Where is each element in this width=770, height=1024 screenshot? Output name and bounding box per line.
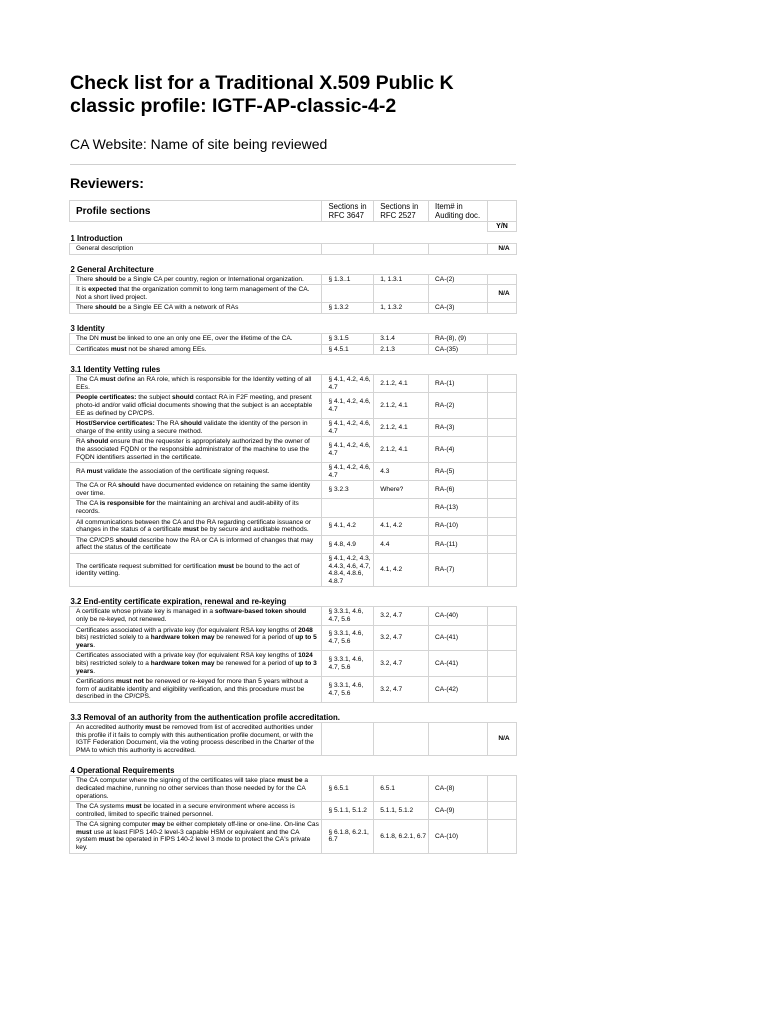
rfc3647-section: [322, 499, 374, 517]
yn-header-row: [70, 222, 517, 232]
header-yn: Y/N: [488, 222, 517, 232]
rfc3647-section: § 3.3.1, 4.6, 4.7, 5.6: [322, 651, 374, 677]
requirement-keyword: must: [183, 526, 199, 534]
requirement-text: [70, 820, 322, 853]
audit-item-number: RA-(5): [429, 463, 488, 481]
ca-website-line: CA Website: Name of site being reviewed: [70, 136, 328, 152]
rfc2527-section: 6.1.8, 6.2.1, 6.7: [374, 820, 429, 853]
yn-value: [488, 463, 517, 481]
rfc2527-section: [374, 244, 429, 255]
requirement-text-part: The CA or RA: [76, 482, 119, 490]
section-heading-row: [70, 232, 517, 244]
yn-value: [488, 274, 517, 285]
rfc3647-section: § 4.1, 4.2, 4.6, 4.7: [322, 463, 374, 481]
yn-value: [488, 419, 517, 437]
audit-item-number: CA-(42): [429, 677, 488, 703]
rfc2527-section: 2.1.2, 4.1: [374, 393, 429, 419]
rfc2527-section: 1, 1.3.2: [374, 303, 429, 314]
requirement-text-part: be a Single EE CA with a network of RAs: [116, 304, 239, 312]
table-row: [70, 722, 517, 755]
requirement-text-part: RA: [76, 467, 87, 475]
table-row: [70, 344, 517, 355]
table-row: [70, 437, 517, 463]
requirement-text-part: not be shared among EEs.: [126, 345, 207, 353]
requirement-keyword: must: [98, 836, 115, 844]
requirement-text-part: All communications between the CA and the RA regarding certificate issuance or changes in the status of a certificate: [76, 518, 311, 534]
yn-value: [488, 820, 517, 853]
audit-item-number: RA-(11): [429, 535, 488, 553]
yn-value: [488, 677, 517, 703]
requirement-keyword: 1024: [298, 652, 313, 660]
requirement-text-part: be either completely off-line or one-line. On-line Cas: [165, 821, 319, 829]
section-heading-row: [70, 313, 517, 333]
requirement-text-part: Certificates associated with a private key (for equivalent RSA key lengths of: [76, 652, 299, 660]
requirement-text-part: the subject: [136, 394, 173, 402]
requirement-text-part: bits) restricted solely to a: [76, 634, 151, 642]
audit-item-number: CA-(9): [429, 802, 488, 820]
requirement-keyword: must: [110, 345, 127, 353]
requirement-keyword: must: [86, 467, 103, 475]
header-blank: [488, 201, 517, 222]
requirement-text-part: have documented evidence on retaining the same identity over time.: [76, 482, 311, 497]
document-title: [70, 72, 530, 118]
section-heading-row: [70, 355, 517, 375]
rfc3647-section: § 1.3..1: [322, 274, 374, 285]
requirement-text: [70, 274, 322, 285]
audit-item-number: RA-(7): [429, 554, 488, 587]
requirement-text-part: The CA systems: [76, 803, 126, 811]
table-row: [70, 517, 517, 535]
requirement-text-part: be by secure and auditable methods.: [198, 526, 309, 534]
yn-value: [488, 437, 517, 463]
requirement-keyword: hardware token may: [150, 659, 215, 667]
audit-item-number: RA-(1): [429, 375, 488, 393]
requirement-text-part: ensure that the requester is appropriately authorized by the owner of the associated FQDN or the responsible administrator of the machine to use the FQDN identifiers asserted in the certificate.: [76, 438, 310, 461]
table-row: [70, 274, 517, 285]
requirement-keyword: should: [115, 536, 138, 544]
requirement-text-part: .: [93, 641, 96, 649]
table-row: [70, 677, 517, 703]
requirement-keyword: must: [100, 334, 117, 342]
audit-item-number: CA-(35): [429, 344, 488, 355]
requirement-text-part: validate the association of the certificate signing request.: [102, 467, 270, 475]
rfc3647-section: § 4.1, 4.2, 4.3, 4.4.3, 4.6, 4.7, 4.8.4, 4.8.6, 4.8.7: [322, 554, 374, 587]
requirement-text-part: General description: [76, 245, 134, 252]
yn-value: [488, 554, 517, 587]
rfc3647-section: § 4.8, 4.9: [322, 535, 374, 553]
requirement-text: [70, 722, 322, 755]
requirement-text-part: The CA: [76, 500, 100, 508]
requirement-text: [70, 776, 322, 802]
requirement-text-part: be linked to one an only one EE, over the lifetime of the CA.: [116, 334, 293, 342]
requirement-keyword: must not: [115, 678, 144, 686]
table-row: [70, 244, 517, 255]
header-item: Item# in Auditing doc.: [429, 201, 488, 222]
header-rfc2527: Sections in RFC 2527: [374, 201, 429, 222]
audit-item-number: RA-(10): [429, 517, 488, 535]
requirement-text-part: a dedicated machine, running no other services than those needed by for the CA operations.: [76, 777, 308, 800]
yn-value: [488, 625, 517, 651]
section-heading-row: [70, 702, 517, 722]
rfc2527-section: 4.3: [374, 463, 429, 481]
requirement-text: [70, 607, 322, 625]
rfc2527-section: 4.1, 4.2: [374, 554, 429, 587]
yn-value: [488, 481, 517, 499]
section-title: 4 Operational Requirements: [70, 766, 175, 776]
requirement-text-part: The CA signing computer: [76, 821, 152, 829]
rfc3647-section: § 4.1, 4.2, 4.6, 4.7: [322, 375, 374, 393]
yn-value: [488, 499, 517, 517]
audit-item-number: RA-(3): [429, 419, 488, 437]
requirement-text-part: Certificates associated with a private key (for equivalent RSA key lengths of: [76, 626, 299, 634]
rfc2527-section: 3.2, 4.7: [374, 651, 429, 677]
yn-value: [488, 393, 517, 419]
requirement-keyword: up to 5 years: [76, 634, 317, 649]
rfc2527-section: 2.1.2, 4.1: [374, 419, 429, 437]
audit-item-number: [429, 722, 488, 755]
requirement-text: [70, 437, 322, 463]
yn-value: [488, 517, 517, 535]
requirement-keyword: should: [180, 420, 202, 428]
rfc3647-section: § 6.5.1: [322, 776, 374, 802]
rfc2527-section: 2.1.2, 4.1: [374, 375, 429, 393]
checklist-table: [69, 200, 517, 854]
audit-item-number: CA-(40): [429, 607, 488, 625]
requirement-keyword: should: [95, 275, 117, 283]
requirement-text-part: validate the identity of the person in charge of the entity using a secure method.: [76, 420, 308, 435]
requirement-text: [70, 333, 322, 344]
section-heading-row: [70, 587, 517, 607]
table-row: [70, 481, 517, 499]
requirement-keyword: may: [151, 821, 166, 829]
requirement-text-part: be located in a secure environment where access is controlled, limited to specific trained personnel.: [76, 803, 295, 818]
requirement-keyword: expected: [88, 286, 117, 294]
requirement-keyword: up to 3 years: [76, 659, 317, 675]
section-heading-row: [70, 756, 517, 776]
requirement-text-part: be operated in FIPS 140-2 level 3 mode to protect the CA's private key.: [76, 836, 311, 852]
document-title-line-1: Check list for a Traditional X.509 Public K: [70, 72, 454, 94]
rfc2527-section: 4.1, 4.2: [374, 517, 429, 535]
requirement-text-part: that the organization commit to long term management of the CA. Not a short lived project.: [76, 286, 310, 301]
rfc2527-section: Where?: [374, 481, 429, 499]
audit-item-number: CA-(41): [429, 651, 488, 677]
yn-value: [488, 776, 517, 802]
yn-value: [488, 344, 517, 355]
section-title: 2 General Architecture: [70, 264, 154, 274]
requirement-text-part: bits) restricted solely to a: [76, 659, 151, 667]
rfc2527-section: 3.2, 4.7: [374, 625, 429, 651]
rfc3647-section: § 4.5.1: [322, 344, 374, 355]
rfc2527-section: 3.2, 4.7: [374, 677, 429, 703]
table-header-row: [70, 201, 517, 222]
audit-item-number: RA-(8), (9): [429, 333, 488, 344]
requirement-text: [70, 625, 322, 651]
requirement-keyword: Host/Service certificates:: [76, 420, 155, 428]
yn-value: [488, 651, 517, 677]
document-title-line-2: classic profile: IGTF-AP-classic-4-2: [70, 95, 397, 117]
table-row: [70, 625, 517, 651]
requirement-text-part: Certifications: [76, 678, 116, 686]
requirement-text: [70, 463, 322, 481]
requirement-text-part: RA: [76, 438, 87, 446]
yn-value: [488, 375, 517, 393]
table-row: [70, 499, 517, 517]
requirement-text: [70, 393, 322, 419]
requirement-keyword: is responsible for: [99, 500, 155, 508]
requirement-keyword: must: [218, 562, 234, 570]
rfc3647-section: § 4.1, 4.2: [322, 517, 374, 535]
rfc2527-section: 4.4: [374, 535, 429, 553]
requirement-text-part: There: [76, 275, 96, 283]
section-title: 3.1 Identity Vetting rules: [70, 365, 161, 375]
yn-value: N/A: [488, 285, 517, 303]
rfc2527-section: 2.1.3: [374, 344, 429, 355]
rfc2527-section: 6.5.1: [374, 776, 429, 802]
rfc3647-section: § 3.2.3: [322, 481, 374, 499]
table-row: [70, 463, 517, 481]
rfc2527-section: 5.1.1, 5.1.2: [374, 802, 429, 820]
audit-item-number: [429, 285, 488, 303]
section-title: 3 Identity: [70, 323, 105, 333]
requirement-text-part: be renewed for a period of: [214, 634, 296, 642]
table-row: [70, 375, 517, 393]
yn-value: N/A: [488, 722, 517, 755]
section-title: 3.3 Removal of an authority from the authentication profile accreditation.: [70, 712, 340, 722]
requirement-text-part: There: [76, 304, 96, 312]
rfc3647-section: § 3.3.1, 4.6, 4.7, 5.6: [322, 625, 374, 651]
requirement-text-part: only be re-keyed, not renewed.: [76, 616, 167, 623]
rfc3647-section: [322, 285, 374, 303]
table-row: [70, 419, 517, 437]
section-title: 3.2 End-entity certificate expiration, renewal and re-keying: [70, 597, 287, 607]
requirement-text-part: define an RA role, which is responsible for the Identity vetting of all EEs.: [76, 376, 312, 391]
rfc3647-section: [322, 244, 374, 255]
rfc2527-section: [374, 722, 429, 755]
rfc3647-section: § 4.1, 4.2, 4.6, 4.7: [322, 419, 374, 437]
requirement-text-part: An accredited authority: [76, 723, 146, 731]
rfc3647-section: § 6.1.8, 6.2.1, 6.7: [322, 820, 374, 853]
audit-item-number: RA-(4): [429, 437, 488, 463]
requirement-keyword: software-based token should: [214, 608, 307, 616]
requirement-text: [70, 802, 322, 820]
yn-value: [488, 535, 517, 553]
requirement-text-part: The CA computer where the signing of the certificates will take place: [76, 777, 278, 785]
table-row: [70, 535, 517, 553]
audit-item-number: CA-(41): [429, 625, 488, 651]
requirement-text-part: The RA: [154, 420, 181, 428]
table-row: [70, 651, 517, 677]
requirement-text-part: The DN: [76, 334, 101, 342]
requirement-keyword: 2048: [298, 626, 313, 634]
requirement-text: [70, 285, 322, 303]
requirement-text: [70, 517, 322, 535]
rfc3647-section: § 3.1.5: [322, 333, 374, 344]
requirement-text-part: .: [93, 667, 96, 675]
header-rfc3647: Sections in RFC 3647: [322, 201, 374, 222]
rfc3647-section: § 3.3.1, 4.6, 4.7, 5.6: [322, 677, 374, 703]
requirement-text-part: It is: [76, 286, 89, 294]
requirement-text: [70, 303, 322, 314]
requirement-text-part: The certificate request submitted for certification: [76, 562, 219, 570]
audit-item-number: [429, 244, 488, 255]
audit-item-number: CA-(10): [429, 820, 488, 853]
section-heading-row: [70, 254, 517, 274]
requirement-text: [70, 554, 322, 587]
rfc3647-section: § 3.3.1, 4.6, 4.7, 5.6: [322, 607, 374, 625]
requirement-text-part: use at least FIPS 140-2 level-3 capable HSM or equivalent and the CA system: [76, 828, 300, 844]
rfc2527-section: 3.1.4: [374, 333, 429, 344]
rfc2527-section: 2.1.2, 4.1: [374, 437, 429, 463]
requirement-keyword: hardware token may: [150, 634, 215, 642]
requirement-keyword: must: [76, 828, 92, 836]
header-profile-sections: Profile sections: [70, 201, 322, 222]
requirement-keyword: must: [99, 376, 116, 384]
requirement-text: [70, 499, 322, 517]
rfc3647-section: § 4.1, 4.2, 4.6, 4.7: [322, 393, 374, 419]
requirement-text-part: contact RA in F2F meeting, and present photo-id and/or valid official documents showing that the subject is an acceptable EE as defined by CP/CPS.: [76, 394, 313, 417]
requirement-text-part: be renewed for a period of: [214, 659, 296, 667]
rfc3647-section: § 5.1.1, 5.1.2: [322, 802, 374, 820]
requirement-text-part: be a Single CA per country, region or International organization.: [116, 275, 304, 283]
requirement-keyword: must: [145, 723, 162, 731]
audit-item-number: RA-(13): [429, 499, 488, 517]
requirement-text: [70, 375, 322, 393]
requirement-keyword: should: [172, 394, 194, 402]
requirement-text-part: Certificates: [76, 345, 111, 353]
table-row: [70, 802, 517, 820]
requirement-text: [70, 535, 322, 553]
section-title: 1 Introduction: [70, 234, 123, 243]
requirement-text-part: be renewed or re-keyed for more than 5 years without a form of auditable identity and eligibility verification, and this procedure must be described in the CP/CPS.: [76, 678, 308, 701]
table-row: [70, 393, 517, 419]
table-row: [70, 333, 517, 344]
requirement-text-part: the maintaining an archival and audit-ability of its records.: [76, 500, 299, 516]
requirement-keyword: should: [86, 438, 109, 446]
yn-value: [488, 802, 517, 820]
table-row: [70, 820, 517, 853]
rfc2527-section: [374, 285, 429, 303]
requirement-text: [70, 651, 322, 677]
audit-item-number: RA-(6): [429, 481, 488, 499]
table-row: [70, 285, 517, 303]
requirement-text-part: The CA: [76, 376, 100, 384]
yn-value: N/A: [488, 244, 517, 255]
rfc2527-section: 1, 1.3.1: [374, 274, 429, 285]
requirement-keyword: must be: [277, 777, 303, 785]
requirement-keyword: must: [125, 803, 142, 811]
requirement-text-part: The CP/CPS: [76, 536, 116, 544]
rfc2527-section: [374, 499, 429, 517]
requirement-text: [70, 677, 322, 703]
rfc3647-section: § 1.3.2: [322, 303, 374, 314]
divider: [70, 164, 516, 165]
table-row: [70, 303, 517, 314]
audit-item-number: RA-(2): [429, 393, 488, 419]
yn-value: [488, 303, 517, 314]
requirement-text: [70, 419, 322, 437]
table-row: [70, 776, 517, 802]
audit-item-number: CA-(3): [429, 303, 488, 314]
requirement-keyword: should: [95, 304, 117, 312]
requirement-keyword: People certificates:: [76, 394, 137, 402]
table-row: [70, 607, 517, 625]
table-row: [70, 554, 517, 587]
yn-value: [488, 607, 517, 625]
reviewers-label: Reviewers:: [70, 175, 144, 191]
rfc3647-section: [322, 722, 374, 755]
requirement-text-part: be bound to the act of identity vetting.: [76, 562, 300, 578]
audit-item-number: CA-(2): [429, 274, 488, 285]
requirement-text: [70, 244, 322, 255]
audit-item-number: CA-(8): [429, 776, 488, 802]
requirement-keyword: should: [118, 482, 140, 490]
requirement-text: [70, 481, 322, 499]
requirement-text-part: be removed from list of accredited authorities under this profile if it fails to comply with this authentication profile document, or with the IGTF Federation Document, via the voting process described in the Charter of the PMA to which this authority is accredited.: [76, 723, 315, 754]
rfc3647-section: § 4.1, 4.2, 4.6, 4.7: [322, 437, 374, 463]
requirement-text: [70, 344, 322, 355]
rfc2527-section: 3.2, 4.7: [374, 607, 429, 625]
requirement-text-part: describe how the RA or CA is informed of changes that may affect the status of the certificate: [76, 536, 314, 552]
requirement-text-part: A certificate whose private key is managed in a: [76, 608, 215, 616]
yn-value: [488, 333, 517, 344]
